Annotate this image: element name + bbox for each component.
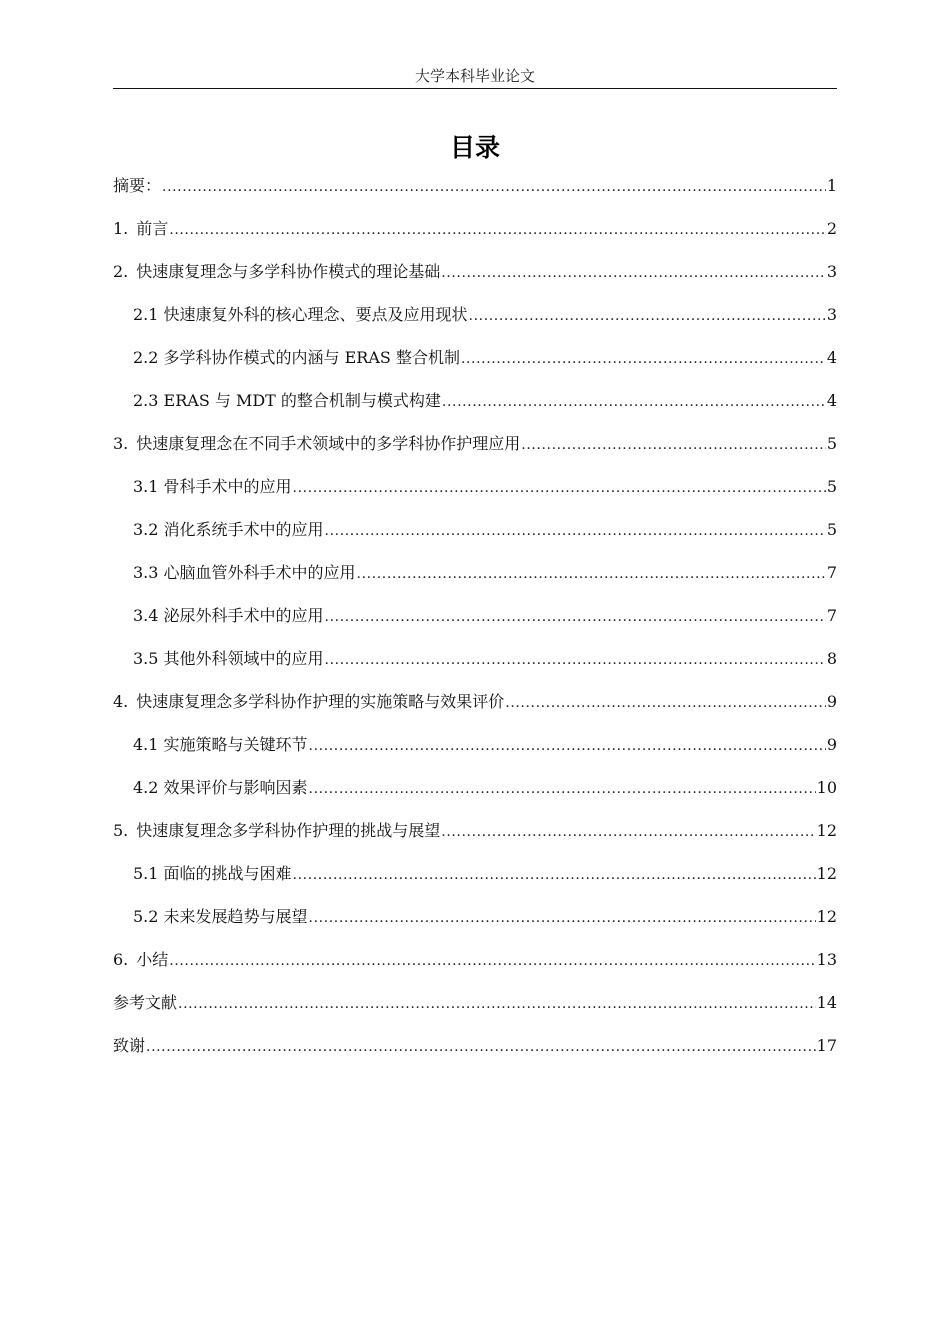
toc-entry-summary[interactable] [113, 946, 837, 989]
toc-entry-text: 4.1 实施策略与关键环节 [133, 735, 308, 754]
toc-entry-section-4-2[interactable] [113, 774, 837, 817]
toc-list [113, 172, 837, 1075]
toc-entry-number: 6. [113, 950, 129, 969]
toc-title: 目录 [449, 133, 500, 162]
toc-page-number: 5 [826, 434, 837, 453]
toc-dot-leader [357, 560, 826, 588]
toc-entry-text: 前言 [136, 219, 169, 238]
toc-entry-abstract[interactable] [113, 172, 837, 215]
toc-dot-leader [293, 474, 826, 502]
toc-entry-section-3-1[interactable] [113, 473, 837, 516]
toc-page-number: 5 [826, 477, 837, 496]
toc-entry-number: 5. [113, 821, 129, 840]
toc-entry-text: 2.1 快速康复外科的核心理念、要点及应用现状 [133, 305, 468, 324]
toc-dot-leader [146, 1033, 816, 1061]
toc-page-number: 4 [826, 348, 837, 367]
toc-entry-number: 4. [113, 692, 129, 711]
toc-entry-references[interactable] [113, 989, 837, 1032]
toc-entry-section-5-2[interactable] [113, 903, 837, 946]
toc-entry-text: 5.1 面临的挑战与困难 [133, 864, 292, 883]
toc-page-number: 4 [826, 391, 837, 410]
toc-dot-leader [178, 990, 816, 1018]
toc-entry-text: 3.1 骨科手术中的应用 [133, 477, 292, 496]
toc-entry-section-3-3[interactable] [113, 559, 837, 602]
toc-entry-text: 2.3 ERAS 与 MDT 的整合机制与模式构建 [133, 391, 441, 410]
toc-entry-introduction[interactable] [113, 215, 837, 258]
toc-entry-text: 3.2 消化系统手术中的应用 [133, 520, 324, 539]
toc-dot-leader [162, 173, 826, 201]
toc-page-number: 8 [826, 649, 837, 668]
toc-entry-section-2-2[interactable] [113, 344, 837, 387]
toc-entry-number: 2. [113, 262, 129, 281]
toc-entry-text: 5.2 未来发展趋势与展望 [133, 907, 308, 926]
toc-page-number: 12 [816, 821, 837, 840]
toc-entry-section-3-2[interactable] [113, 516, 837, 559]
toc-entry-chapter-4[interactable] [113, 688, 837, 731]
toc-dot-leader [325, 646, 826, 674]
toc-entry-label [113, 817, 440, 845]
toc-entry-text: 快速康复理念多学科协作护理的实施策略与效果评价 [136, 692, 505, 711]
toc-entry-text: 摘要： [113, 176, 162, 195]
toc-page-number: 9 [826, 735, 837, 754]
toc-page-number: 12 [816, 864, 837, 883]
toc-page-number: 12 [816, 907, 837, 926]
toc-entry-section-3-5[interactable] [113, 645, 837, 688]
toc-dot-leader [293, 861, 816, 889]
toc-dot-leader [505, 689, 826, 717]
toc-entry-section-2-1[interactable] [113, 301, 837, 344]
toc-dot-leader [441, 818, 815, 846]
toc-entry-section-5-1[interactable] [113, 860, 837, 903]
toc-entry-text: 4.2 效果评价与影响因素 [133, 778, 308, 797]
toc-page-number: 3 [826, 305, 837, 324]
toc-entry-text: 快速康复理念与多学科协作模式的理论基础 [136, 262, 441, 281]
toc-dot-leader [169, 947, 815, 975]
toc-dot-leader [469, 302, 826, 330]
toc-dot-leader [169, 216, 826, 244]
toc-dot-leader [521, 431, 826, 459]
toc-page-number: 7 [826, 563, 837, 582]
toc-entry-text: 3.3 心脑血管外科手术中的应用 [133, 563, 356, 582]
toc-page-number: 5 [826, 520, 837, 539]
toc-dot-leader [325, 517, 826, 545]
toc-page-number: 17 [816, 1036, 837, 1055]
toc-entry-acknowledgements[interactable] [113, 1032, 837, 1075]
toc-entry-number: 1. [113, 219, 129, 238]
toc-entry-chapter-3[interactable] [113, 430, 837, 473]
toc-dot-leader [309, 732, 826, 760]
toc-entry-text: 2.2 多学科协作模式的内涵与 ERAS 整合机制 [133, 348, 460, 367]
toc-entry-label [113, 215, 168, 243]
toc-entry-section-2-3[interactable] [113, 387, 837, 430]
toc-page-number: 13 [816, 950, 837, 969]
toc-entry-text: 快速康复理念多学科协作护理的挑战与展望 [136, 821, 441, 840]
toc-dot-leader [309, 775, 816, 803]
toc-page-number: 2 [826, 219, 837, 238]
toc-dot-leader [441, 259, 826, 287]
toc-entry-text: 快速康复理念在不同手术领域中的多学科协作护理应用 [136, 434, 521, 453]
toc-page-number: 14 [816, 993, 837, 1012]
toc-entry-section-3-4[interactable] [113, 602, 837, 645]
toc-entry-label [113, 688, 504, 716]
toc-entry-text: 3.5 其他外科领域中的应用 [133, 649, 324, 668]
toc-page-number: 7 [826, 606, 837, 625]
toc-entry-chapter-5[interactable] [113, 817, 837, 860]
toc-page-number: 3 [826, 262, 837, 281]
toc-entry-text: 参考文献 [113, 993, 178, 1012]
toc-entry-label [113, 258, 440, 286]
toc-entry-text: 3.4 泌尿外科手术中的应用 [133, 606, 324, 625]
toc-dot-leader [442, 388, 826, 416]
toc-entry-chapter-2[interactable] [113, 258, 837, 301]
toc-entry-section-4-1[interactable] [113, 731, 837, 774]
toc-entry-text: 小结 [136, 950, 169, 969]
running-header: 大学本科毕业论文 [414, 67, 535, 85]
toc-entry-label [113, 430, 520, 458]
header-rule [113, 88, 837, 89]
toc-dot-leader [309, 904, 816, 932]
toc-page-number: 10 [816, 778, 837, 797]
toc-entry-label [113, 946, 168, 974]
toc-page-number: 9 [826, 692, 837, 711]
toc-entry-number: 3. [113, 434, 129, 453]
toc-dot-leader [325, 603, 826, 631]
toc-page-number: 1 [826, 176, 837, 195]
toc-entry-text: 致谢 [113, 1036, 146, 1055]
toc-dot-leader [461, 345, 826, 373]
